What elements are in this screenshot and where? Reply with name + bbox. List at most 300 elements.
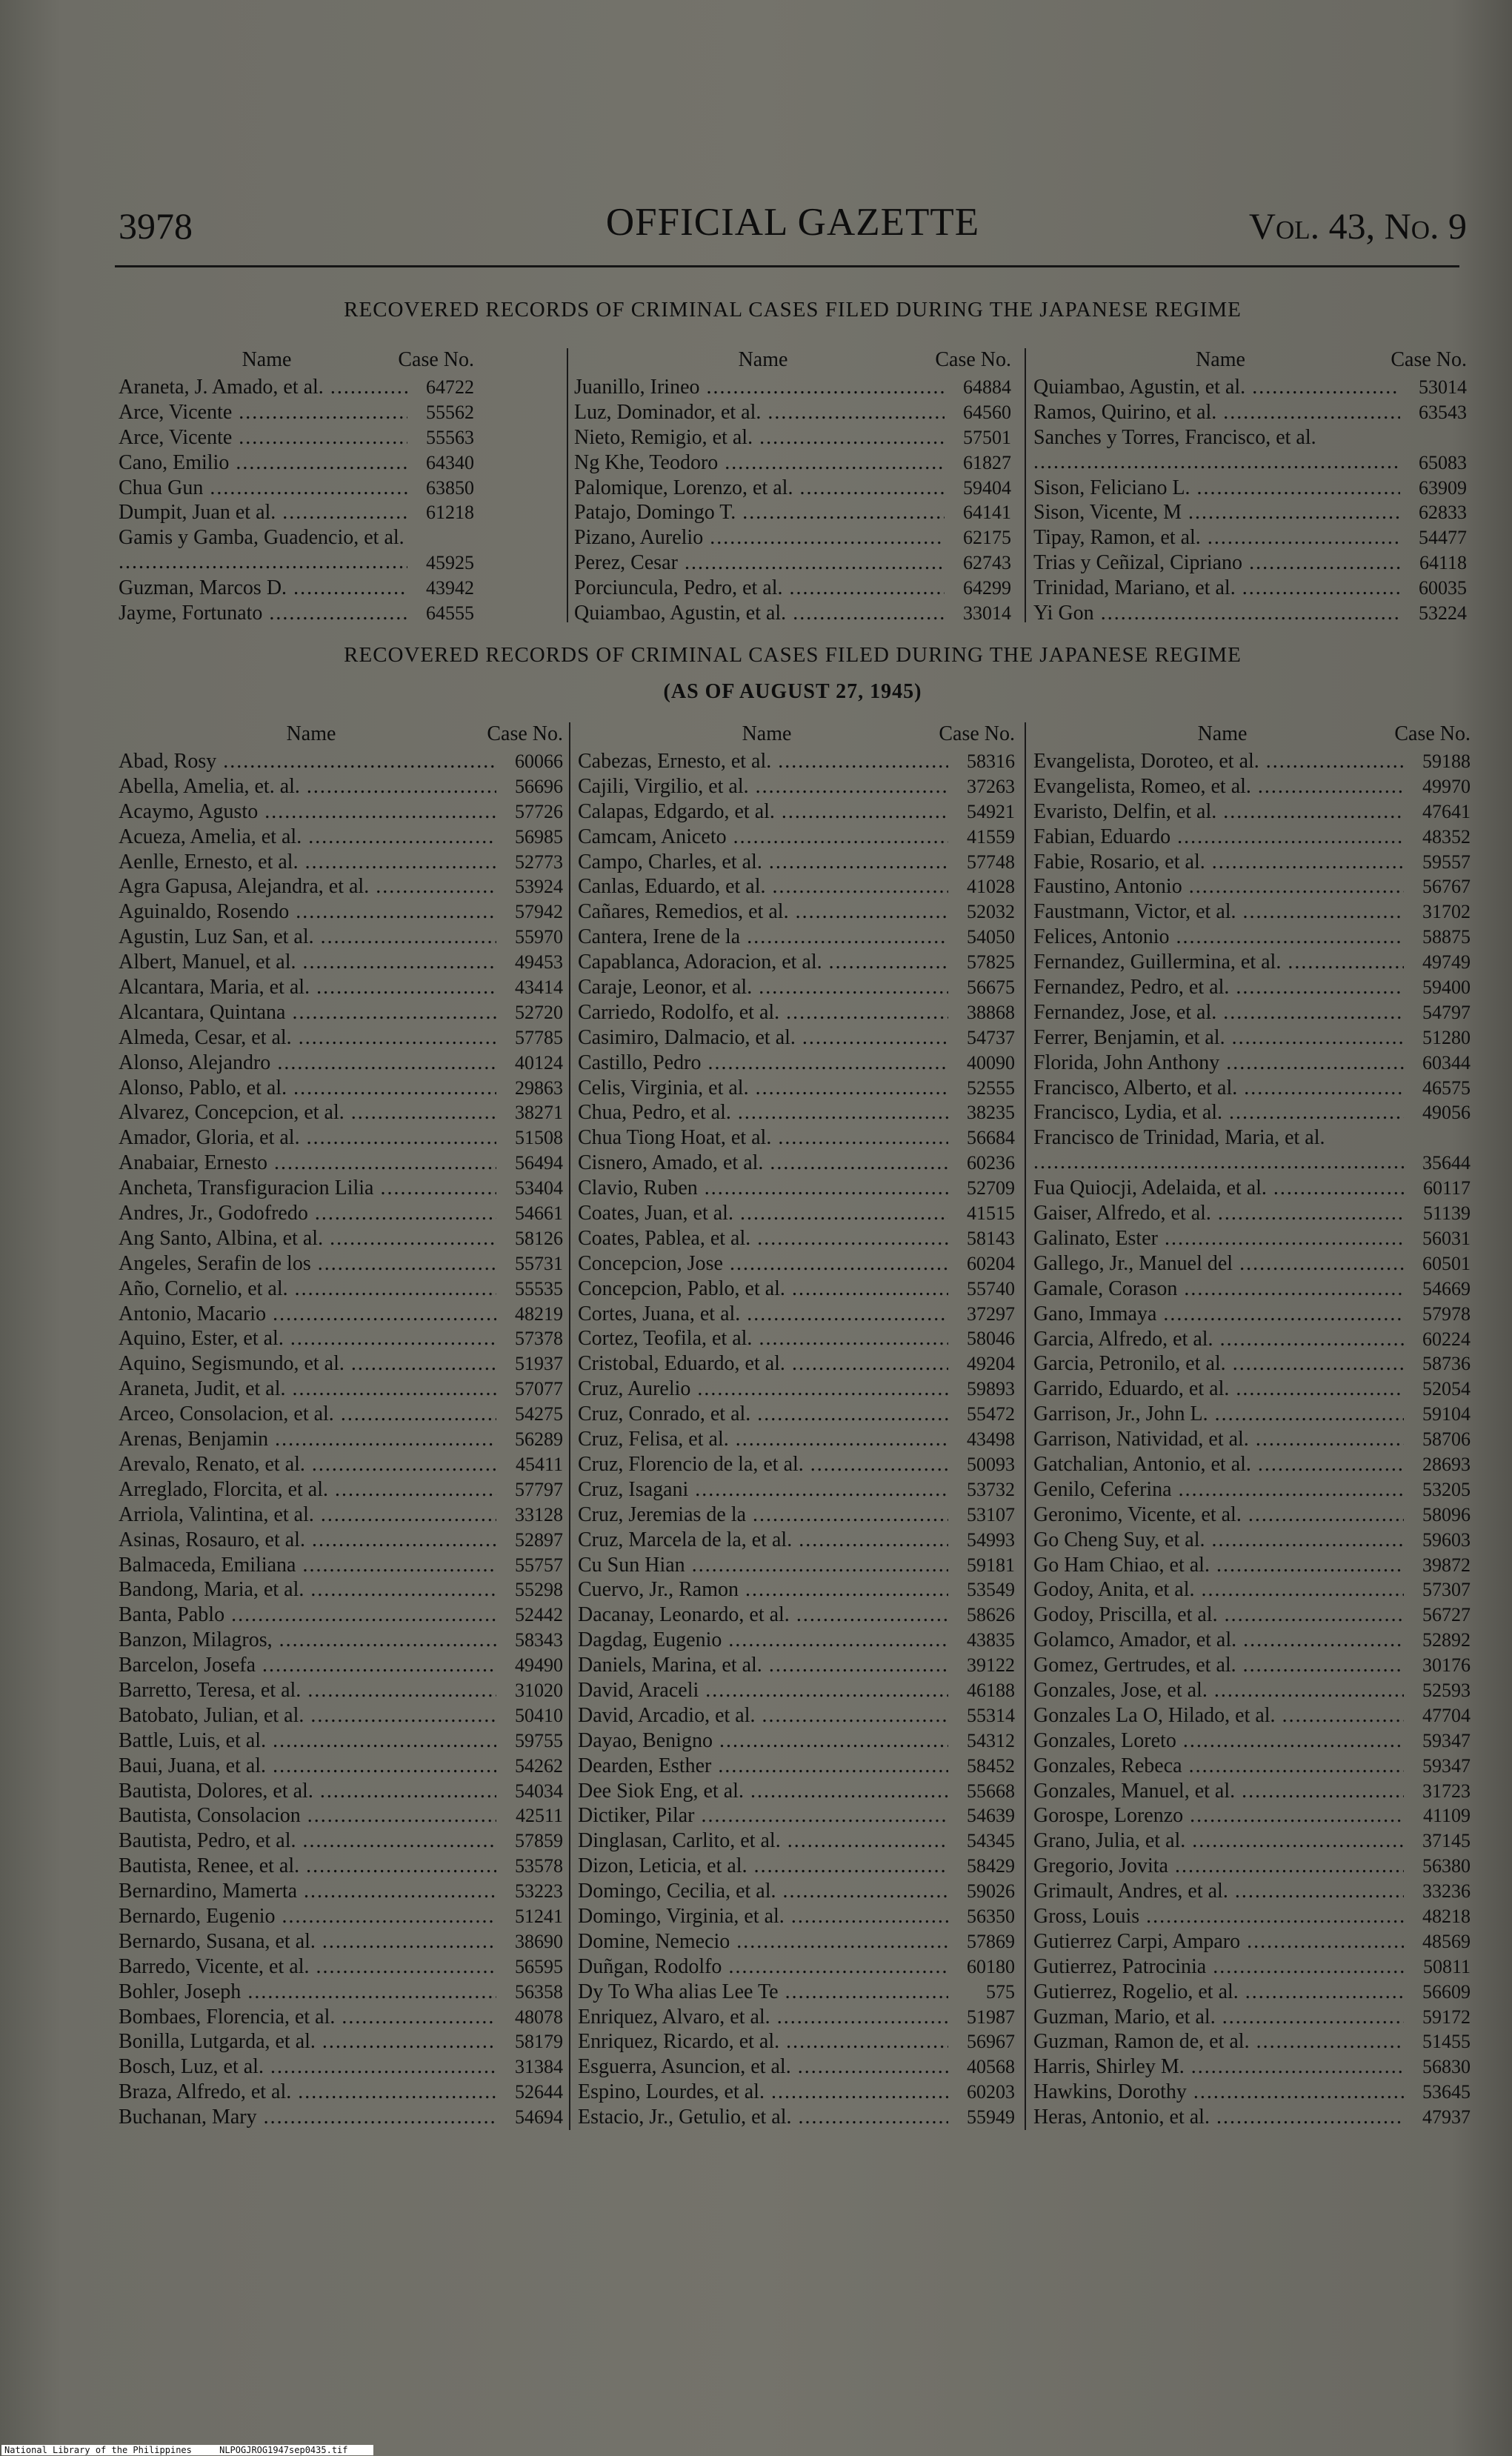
section-1-column-2 — [574, 348, 1011, 626]
defendant-name: Gross, Louis ..... — [1033, 1904, 1404, 1928]
record-row — [578, 1803, 1015, 1828]
case-number: 58126 — [515, 1227, 563, 1249]
case-number: 58096 — [1422, 1503, 1471, 1525]
column-header — [1033, 348, 1467, 375]
case-number: 53924 — [515, 876, 563, 898]
case-number: 60066 — [515, 751, 563, 772]
record-row — [1033, 1251, 1471, 1277]
record-row — [119, 1779, 563, 1804]
defendant-name: Camcam, Aniceto ..... — [578, 825, 948, 849]
case-number: 52773 — [515, 851, 563, 873]
record-row — [119, 1251, 563, 1277]
case-number: 56684 — [967, 1127, 1015, 1149]
case-number: 59347 — [1422, 1754, 1471, 1777]
defendant-name: Go Cheng Suy, et al. ..... — [1033, 1528, 1404, 1552]
case-number: 50093 — [967, 1453, 1015, 1475]
record-row — [1033, 1051, 1471, 1076]
defendant-name: Dictiker, Pilar ..... — [578, 1803, 948, 1828]
defendant-name: Geronimo, Vicente, et al. ..... — [1033, 1502, 1404, 1527]
defendant-name: Patajo, Domingo T. ..... — [574, 500, 945, 525]
record-row — [578, 925, 1015, 950]
defendant-name: Gutierrez Carpi, Amparo ..... — [1033, 1929, 1404, 1954]
defendant-name: Chua, Pedro, et al. ..... — [578, 1100, 948, 1125]
defendant-name: Dayao, Benigno ..... — [578, 1728, 948, 1753]
case-number: 40124 — [515, 1051, 563, 1074]
defendant-name: Alcantara, Quintana ..... — [119, 1000, 496, 1025]
defendant-name: Enriquez, Ricardo, et al. ..... — [578, 2029, 948, 2054]
record-row — [119, 1125, 563, 1151]
defendant-name: Fabian, Eduardo ..... — [1033, 825, 1404, 849]
record-row — [119, 1803, 563, 1828]
case-number: 65083 — [1419, 451, 1467, 473]
record-row — [1033, 1226, 1471, 1251]
record-row — [1033, 1779, 1471, 1804]
record-row — [1033, 525, 1467, 550]
record-row — [578, 1929, 1015, 1954]
defendant-name: Arenas, Benjamin ..... — [119, 1427, 496, 1451]
case-number: 63543 — [1419, 401, 1467, 423]
case-number: 52720 — [515, 1001, 563, 1023]
column-header — [1033, 722, 1471, 749]
case-number: 46575 — [1422, 1076, 1471, 1099]
record-row — [578, 2029, 1015, 2054]
record-row — [578, 1377, 1015, 1402]
defendant-name: Alcantara, Maria, et al. ..... — [119, 975, 496, 999]
case-number: 57869 — [967, 1930, 1015, 1952]
record-row — [119, 2054, 563, 2080]
record-row — [1033, 1000, 1471, 1025]
defendant-name: Balmaceda, Emiliana ..... — [119, 1553, 496, 1577]
record-row — [578, 1251, 1015, 1277]
case-number: 58343 — [515, 1629, 563, 1651]
defendant-name: Nieto, Remigio, et al. ..... — [574, 425, 945, 450]
defendant-name: Alvarez, Concepcion, et al. ..... — [119, 1100, 496, 1125]
case-number: 54694 — [515, 2106, 563, 2129]
case-number: 57501 — [963, 426, 1011, 448]
defendant-name: Genilo, Ceferina ..... — [1033, 1477, 1404, 1502]
section-2-title: RECOVERED RECORDS OF CRIMINAL CASES FILED DURING THE JAPANESE REGIME — [344, 643, 1242, 667]
case-number: 59404 — [963, 476, 1011, 499]
case-number: 40090 — [967, 1051, 1015, 1074]
record-row — [1033, 2105, 1471, 2130]
case-number: 57797 — [515, 1478, 563, 1500]
case-number: 49490 — [515, 1654, 563, 1677]
defendant-name: Carriedo, Rodolfo, et al. ..... — [578, 1000, 948, 1025]
record-row — [574, 500, 1011, 525]
case-number: 59181 — [967, 1554, 1015, 1576]
publication-title: OFFICIAL GAZETTE — [605, 201, 980, 244]
defendant-name: Arevalo, Renato, et al. ..... — [119, 1452, 496, 1477]
case-number: 56696 — [515, 775, 563, 797]
defendant-name: Celis, Virginia, et al. ..... — [578, 1076, 948, 1100]
record-row — [574, 425, 1011, 450]
case-number: 60203 — [967, 2081, 1015, 2103]
case-number: 56289 — [515, 1428, 563, 1451]
case-number: 56609 — [1422, 1980, 1471, 2003]
defendant-name: Angeles, Serafin de los ..... — [119, 1251, 496, 1276]
case-number: 53549 — [967, 1579, 1015, 1601]
case-number: 54797 — [1422, 1001, 1471, 1023]
record-row — [1033, 1954, 1471, 1980]
case-number: 58452 — [967, 1754, 1015, 1777]
case-number: 38868 — [967, 1001, 1015, 1023]
record-row — [1033, 1854, 1471, 1879]
record-row — [578, 1828, 1015, 1854]
record-row — [1033, 1628, 1471, 1653]
column-header — [119, 722, 563, 749]
case-number: 56595 — [515, 1955, 563, 1977]
case-number: 61218 — [426, 502, 474, 524]
case-number: 48569 — [1422, 1930, 1471, 1952]
case-number: 28693 — [1422, 1453, 1471, 1475]
defendant-name: Bautista, Pedro, et al. ..... — [119, 1828, 496, 1853]
record-row — [119, 1577, 563, 1603]
record-row — [578, 1754, 1015, 1779]
case-number: 54050 — [967, 926, 1015, 948]
case-number: 59172 — [1422, 2006, 1471, 2028]
record-row — [1033, 1201, 1471, 1226]
case-number: 31702 — [1422, 901, 1471, 923]
record-row — [578, 850, 1015, 875]
record-row — [1033, 1603, 1471, 1628]
record-row — [1033, 1980, 1471, 2005]
record-row — [119, 1678, 563, 1703]
record-row — [119, 1100, 563, 1125]
defendant-name: Abella, Amelia, et. al. ..... — [119, 774, 496, 799]
record-row — [119, 774, 563, 799]
column-divider — [569, 722, 570, 2130]
defendant-name: Dumpit, Juan et al. ..... — [119, 500, 407, 525]
case-number: 52709 — [967, 1177, 1015, 1199]
defendant-name: Francisco, Lydia, et al. ..... — [1033, 1100, 1404, 1125]
record-row — [1033, 1678, 1471, 1703]
record-row — [578, 1277, 1015, 1302]
record-row — [1033, 2005, 1471, 2030]
defendant-name: Gonzales La O, Hilado, et al. ..... — [1033, 1703, 1404, 1728]
record-row — [578, 2005, 1015, 2030]
defendant-name: Acaymo, Agusto ..... — [119, 799, 496, 824]
defendant-name: Cajili, Virgilio, et al. ..... — [578, 774, 948, 799]
defendant-name: Gomez, Gertrudes, et al. ..... — [1033, 1653, 1404, 1677]
case-number: 43498 — [967, 1428, 1015, 1451]
column-header — [578, 722, 1015, 749]
defendant-name: Gallego, Jr., Manuel del ..... — [1033, 1251, 1404, 1276]
case-number: 59557 — [1422, 851, 1471, 873]
case-number: 53404 — [515, 1177, 563, 1199]
case-number: 35644 — [1422, 1152, 1471, 1174]
case-number: 54262 — [515, 1754, 563, 1777]
case-number: 60236 — [967, 1152, 1015, 1174]
record-row — [119, 1277, 563, 1302]
record-row — [119, 1854, 563, 1879]
column-header-case: Case No. — [487, 722, 563, 745]
record-row — [578, 1577, 1015, 1603]
defendant-name: Agra Gapusa, Alejandra, et al. ..... — [119, 874, 496, 899]
column-header-name: Name — [1197, 722, 1248, 745]
defendant-name: Go Ham Chiao, et al. ..... — [1033, 1553, 1404, 1577]
defendant-name: Sanches y Torres, Francisco, et al. ..... — [1033, 425, 1400, 475]
defendant-name: Arce, Vicente ..... — [119, 400, 407, 425]
defendant-name: Cortes, Juana, et al. ..... — [578, 1302, 948, 1326]
defendant-name: Porciuncula, Pedro, et al. ..... — [574, 576, 945, 600]
defendant-name: Batobato, Julian, et al. ..... — [119, 1703, 496, 1728]
record-row — [1033, 425, 1467, 476]
defendant-name: Francisco, Alberto, et al. ..... — [1033, 1076, 1404, 1100]
column-header-case: Case No. — [398, 348, 474, 371]
case-number: 60501 — [1422, 1252, 1471, 1274]
defendant-name: Concepcion, Pablo, et al. ..... — [578, 1277, 948, 1301]
defendant-name: Bautista, Consolacion ..... — [119, 1803, 496, 1828]
case-number: 51280 — [1422, 1026, 1471, 1048]
record-row — [578, 1226, 1015, 1251]
record-row — [1033, 1427, 1471, 1452]
defendant-name: Campo, Charles, et al. ..... — [578, 850, 948, 874]
case-number: 63850 — [426, 476, 474, 499]
case-number: 55757 — [515, 1554, 563, 1576]
record-row — [578, 1025, 1015, 1051]
record-row — [1033, 550, 1467, 576]
record-row — [578, 1904, 1015, 1929]
defendant-name: Evangelista, Romeo, et al. ..... — [1033, 774, 1404, 799]
defendant-name: Grimault, Andres, et al. ..... — [1033, 1879, 1404, 1903]
record-row — [578, 1402, 1015, 1427]
record-row — [119, 1703, 563, 1728]
case-number: 56380 — [1422, 1855, 1471, 1877]
case-number: 53732 — [967, 1478, 1015, 1500]
case-number: 40568 — [967, 2056, 1015, 2078]
record-row — [1033, 1828, 1471, 1854]
case-number: 55731 — [515, 1252, 563, 1274]
defendant-name: Esguerra, Asuncion, et al. ..... — [578, 2054, 948, 2079]
defendant-name: Barredo, Vicente, et al. ..... — [119, 1954, 496, 1979]
record-row — [1033, 1577, 1471, 1603]
case-number: 46188 — [967, 1679, 1015, 1701]
case-number: 58875 — [1422, 926, 1471, 948]
case-number: 45411 — [515, 1453, 563, 1475]
case-number: 33014 — [963, 602, 1011, 625]
defendant-name: Gonzales, Manuel, et al. ..... — [1033, 1779, 1404, 1803]
record-row — [1033, 1553, 1471, 1578]
defendant-name: Arceo, Consolacion, et al. ..... — [119, 1402, 496, 1426]
record-row — [578, 799, 1015, 825]
defendant-name: Aquino, Ester, et al. ..... — [119, 1326, 496, 1351]
case-number: 41559 — [967, 825, 1015, 848]
defendant-name: Antonio, Macario ..... — [119, 1302, 496, 1326]
defendant-name: Aguinaldo, Rosendo ..... — [119, 899, 496, 924]
section-2-column-2 — [578, 722, 1015, 2130]
defendant-name: Cristobal, Eduardo, et al. ..... — [578, 1351, 948, 1376]
record-row — [119, 1402, 563, 1427]
record-row — [1033, 1803, 1471, 1828]
record-row — [1033, 899, 1471, 925]
record-row — [578, 1427, 1015, 1452]
record-row — [578, 899, 1015, 925]
record-row — [578, 874, 1015, 899]
defendant-name: Francisco de Trinidad, Maria, et al. ..... — [1033, 1125, 1404, 1175]
record-row — [578, 1452, 1015, 1477]
record-row — [578, 1201, 1015, 1226]
record-row — [574, 375, 1011, 400]
record-row — [1033, 1452, 1471, 1477]
case-number: 60344 — [1422, 1051, 1471, 1074]
defendant-name: Jayme, Fortunato ..... — [119, 601, 407, 625]
record-row — [578, 1879, 1015, 1904]
defendant-name: Florida, John Anthony ..... — [1033, 1051, 1404, 1075]
case-number: 56830 — [1422, 2056, 1471, 2078]
case-number: 43942 — [426, 577, 474, 599]
record-row — [1033, 774, 1471, 799]
record-row — [578, 1125, 1015, 1151]
defendant-name: Harris, Shirley M. ..... — [1033, 2054, 1404, 2079]
defendant-name: Gano, Immaya ..... — [1033, 1302, 1404, 1326]
record-row — [119, 576, 474, 601]
defendant-name: Dacanay, Leonardo, et al. ..... — [578, 1603, 948, 1627]
case-number: 55472 — [967, 1403, 1015, 1425]
defendant-name: Cruz, Aurelio ..... — [578, 1377, 948, 1401]
defendant-name: Bohler, Joseph ..... — [119, 1980, 496, 2004]
case-number: 53224 — [1419, 602, 1467, 625]
record-row — [1033, 925, 1471, 950]
record-row — [119, 1427, 563, 1452]
defendant-name: David, Arcadio, et al. ..... — [578, 1703, 948, 1728]
case-number: 54921 — [967, 800, 1015, 822]
record-row — [119, 749, 563, 774]
defendant-name: David, Araceli ..... — [578, 1678, 948, 1703]
record-row — [1033, 576, 1467, 601]
record-row — [119, 799, 563, 825]
record-row — [119, 1351, 563, 1377]
defendant-name: Bautista, Dolores, et al. ..... — [119, 1779, 496, 1803]
defendant-name: Dearden, Esther ..... — [578, 1754, 948, 1778]
case-number: 53223 — [515, 1880, 563, 1903]
record-row — [119, 1828, 563, 1854]
record-row — [1033, 1302, 1471, 1327]
defendant-name: Cruz, Felisa, et al. ..... — [578, 1427, 948, 1451]
defendant-name: Bernardo, Susana, et al. ..... — [119, 1929, 496, 1954]
record-row — [119, 950, 563, 975]
record-row — [119, 450, 474, 476]
case-number: 64555 — [426, 602, 474, 625]
record-row — [1033, 825, 1471, 850]
case-number: 37297 — [967, 1302, 1015, 1325]
record-row — [119, 1879, 563, 1904]
defendant-name: Guzman, Mario, et al. ..... — [1033, 2005, 1404, 2029]
case-number: 60117 — [1422, 1177, 1471, 1199]
record-row — [1033, 874, 1471, 899]
defendant-name: Golamco, Amador, et al. ..... — [1033, 1628, 1404, 1652]
record-row — [119, 1728, 563, 1754]
case-number: 57825 — [967, 951, 1015, 974]
case-number: 31384 — [515, 2056, 563, 2078]
record-row — [578, 1703, 1015, 1728]
case-number: 53107 — [967, 1503, 1015, 1525]
column-header-case: Case No. — [935, 348, 1011, 371]
defendant-name: Guzman, Ramon de, et al. ..... — [1033, 2029, 1404, 2054]
case-number: 62833 — [1419, 502, 1467, 524]
record-row — [119, 525, 474, 576]
record-row — [1033, 1100, 1471, 1125]
record-row — [119, 1603, 563, 1628]
case-number: 48078 — [515, 2006, 563, 2028]
case-number: 41109 — [1422, 1805, 1471, 1827]
defendant-name: Bernardino, Mamerta ..... — [119, 1879, 496, 1903]
defendant-name: Felices, Antonio ..... — [1033, 925, 1404, 949]
case-number: 60204 — [967, 1252, 1015, 1274]
case-number: 51508 — [515, 1127, 563, 1149]
defendant-name: Dizon, Leticia, et al. ..... — [578, 1854, 948, 1878]
case-number: 60224 — [1422, 1328, 1471, 1350]
defendant-name: Ng Khe, Teodoro ..... — [574, 450, 945, 475]
case-number: 57378 — [515, 1328, 563, 1350]
record-row — [119, 601, 474, 626]
case-number: 54345 — [967, 1830, 1015, 1852]
defendant-name: Garrison, Natividad, et al. ..... — [1033, 1427, 1404, 1451]
case-number: 59026 — [967, 1880, 1015, 1903]
case-number: 575 — [986, 1980, 1015, 2003]
case-number: 39872 — [1422, 1554, 1471, 1576]
record-row — [1033, 850, 1471, 875]
defendant-name: Concepcion, Jose ..... — [578, 1251, 948, 1276]
case-number: 43835 — [967, 1629, 1015, 1651]
case-number: 47641 — [1422, 800, 1471, 822]
defendant-name: Gonzales, Rebeca ..... — [1033, 1754, 1404, 1778]
case-number: 58179 — [515, 2031, 563, 2053]
record-row — [119, 476, 474, 501]
defendant-name: Yi Gon ..... — [1033, 601, 1400, 625]
record-row — [578, 2080, 1015, 2105]
record-row — [578, 1854, 1015, 1879]
defendant-name: Fernandez, Guillermina, et al. ..... — [1033, 950, 1404, 974]
record-row — [119, 850, 563, 875]
footer-library: National Library of the Philippines — [4, 2445, 192, 2455]
defendant-name: Cuervo, Jr., Ramon ..... — [578, 1577, 948, 1602]
defendant-name: Castillo, Pedro ..... — [578, 1051, 948, 1075]
record-row — [578, 1302, 1015, 1327]
case-number: 51937 — [515, 1353, 563, 1375]
record-row — [1033, 975, 1471, 1000]
defendant-name: Coates, Pablea, et al. ..... — [578, 1226, 948, 1251]
defendant-name: Año, Cornelio, et al. ..... — [119, 1277, 496, 1301]
case-number: 58316 — [967, 751, 1015, 772]
case-number: 60035 — [1419, 577, 1467, 599]
case-number: 55970 — [515, 926, 563, 948]
defendant-name: Cortez, Teofila, et al. ..... — [578, 1326, 948, 1351]
record-row — [578, 1980, 1015, 2005]
column-header-name: Name — [742, 722, 792, 745]
defendant-name: Bonilla, Lutgarda, et al. ..... — [119, 2029, 496, 2054]
record-row — [578, 1326, 1015, 1351]
record-row — [1033, 500, 1467, 525]
column-header-name: Name — [738, 348, 788, 371]
case-number: 54661 — [515, 1202, 563, 1225]
case-number: 55562 — [426, 401, 474, 423]
defendant-name: Cantera, Irene de la ..... — [578, 925, 948, 949]
section-1-column-3 — [1033, 348, 1467, 626]
case-number: 54312 — [967, 1729, 1015, 1751]
scan-footer — [1, 2445, 373, 2455]
record-row — [119, 874, 563, 899]
defendant-name: Baui, Juana, et al. ..... — [119, 1754, 496, 1778]
defendant-name: Bernardo, Eugenio ..... — [119, 1904, 496, 1928]
case-number: 51139 — [1422, 1202, 1471, 1225]
case-number: 52897 — [515, 1528, 563, 1551]
case-number: 48352 — [1422, 825, 1471, 848]
defendant-name: Godoy, Priscilla, et al. ..... — [1033, 1603, 1404, 1627]
record-row — [574, 450, 1011, 476]
case-number: 51455 — [1422, 2031, 1471, 2053]
case-number: 58046 — [967, 1328, 1015, 1350]
record-row — [119, 1477, 563, 1502]
